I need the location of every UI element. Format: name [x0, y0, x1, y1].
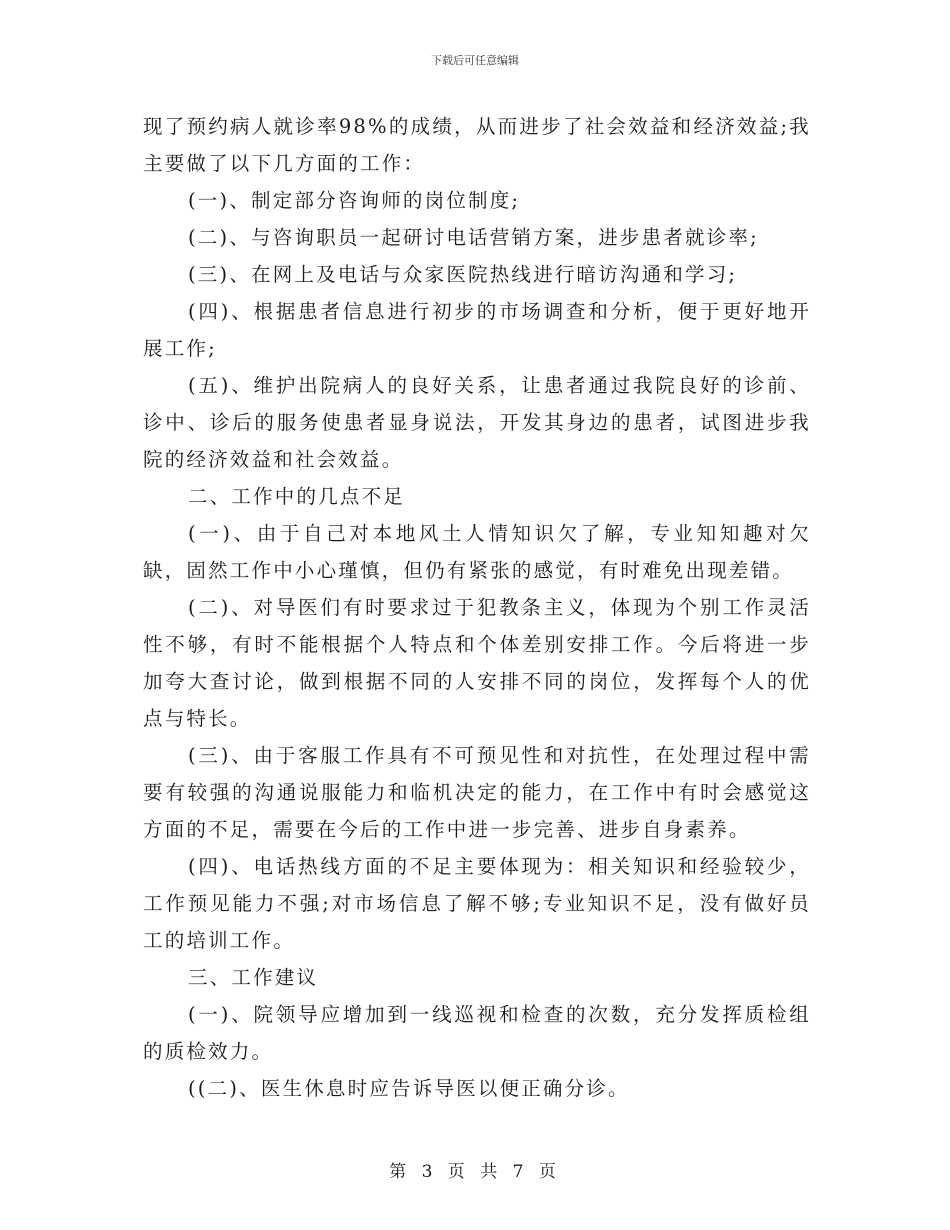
paragraph: (二)、对导医们有时要求过于犯教条主义，体现为个别工作灵活性不够，有时不能根据个人特点和个体差别安排工作。今后将进一步加夸大查讨论，做到根据不同的人安排不同的岗位，发挥每个人的优点与特长。 [143, 596, 811, 730]
paragraph: (一)、制定部分咨询师的岗位制度; [188, 189, 521, 212]
paragraph: (四)、根据患者信息进行初步的市场调查和分析，便于更好地开展工作; [143, 300, 811, 360]
paragraph: (三)、在网上及电话与众家医院热线进行暗访沟通和学习; [188, 263, 738, 286]
document-body [143, 108, 811, 1107]
paragraph: ((二)、医生休息时应告诉导医以便正确分诊。 [188, 1077, 630, 1100]
paragraph: 现了预约病人就诊率98%的成绩，从而进步了社会效益和经济效益;我主要做了以下几方面的工作： [143, 115, 811, 175]
paragraph: (一)、院领导应增加到一线巡视和检查的次数，充分发挥质检组的质检效力。 [143, 1003, 811, 1063]
section-heading: 三、工作建议 [188, 966, 319, 989]
paragraph: (四)、电话热线方面的不足主要体现为：相关知识和经验较少，工作预见能力不强;对市场信息了解不够;专业知识不足，没有做好员工的培训工作。 [143, 855, 811, 952]
paragraph: (三)、由于客服工作具有不可预见性和对抗性，在处理过程中需要有较强的沟通说服能力和临机决定的能力，在工作中有时会感觉这方面的不足，需要在今后的工作中进一步完善、进步自身素养。 [143, 744, 811, 841]
paragraph: (二)、与咨询职员一起研讨电话营销方案，进步患者就诊率; [188, 226, 759, 249]
paragraph: (一)、由于自己对本地风土人情知识欠了解，专业知知趣对欠缺，固然工作中小心瑾慎，但仍有紧张的感觉，有时难免出现差错。 [143, 522, 811, 582]
section-heading: 二、工作中的几点不足 [188, 485, 406, 508]
page-number: 第 3 页 共 7 页 [389, 1162, 561, 1182]
page-header-note: 下载后可任意编辑 [431, 54, 519, 67]
paragraph: (五)、维护出院病人的良好关系，让患者通过我院良好的诊前、诊中、诊后的服务使患者显身说法，开发其身边的患者，试图进步我院的经济效益和社会效益。 [143, 374, 811, 471]
